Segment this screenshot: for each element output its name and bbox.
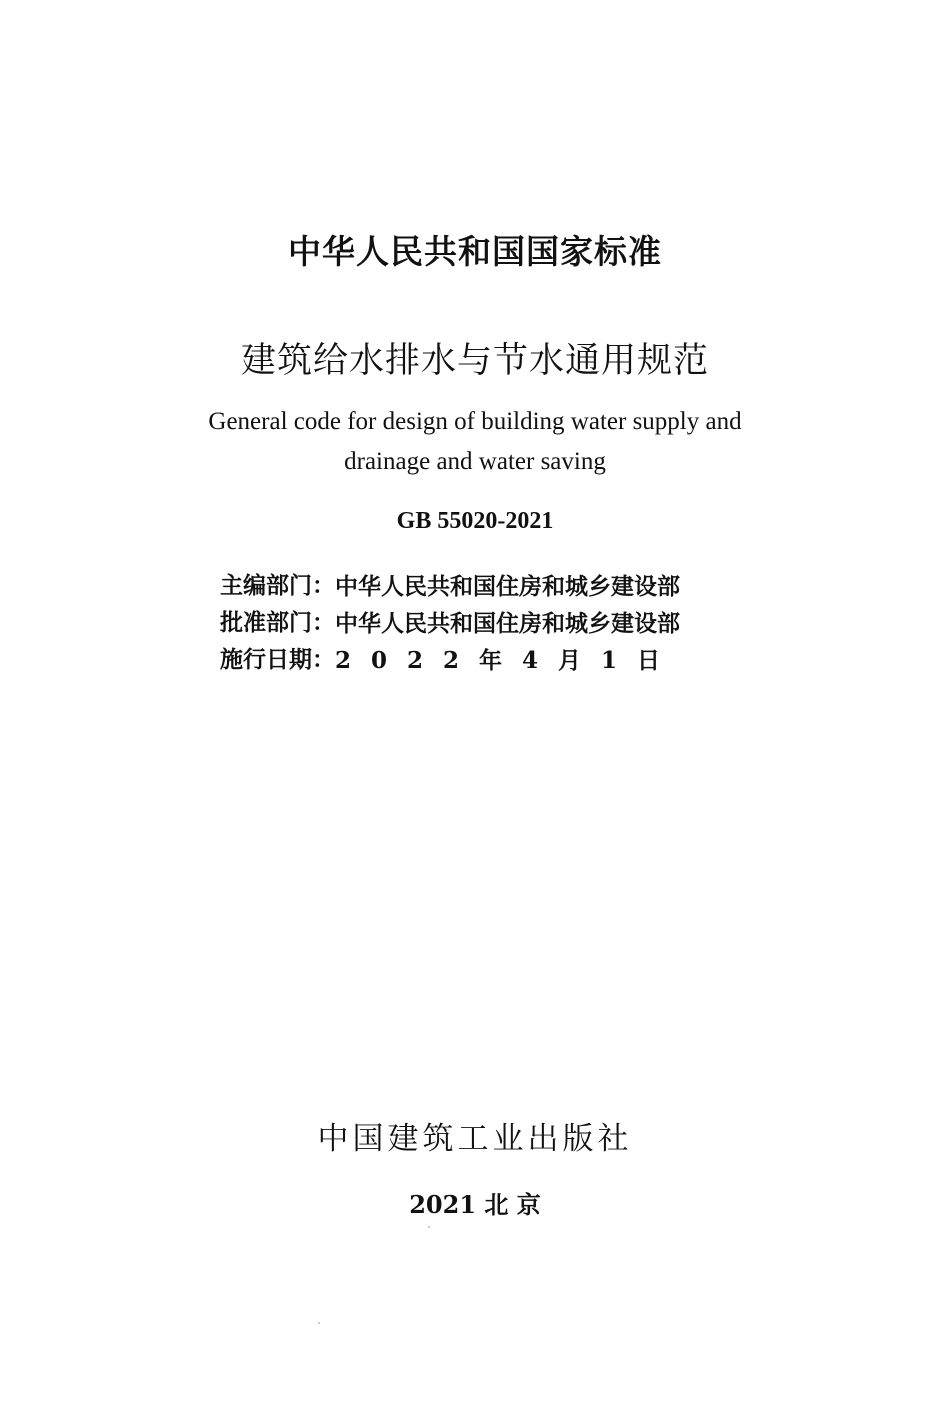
effective-date-value: 2022年4月1日	[335, 647, 681, 674]
document-title-en	[0, 402, 950, 482]
document-title-en-line1: General code for design of building water supply and	[208, 408, 742, 435]
publication-year-place: 2021 北 京	[409, 1190, 541, 1219]
metadata-block	[220, 568, 680, 679]
standard-code: GB 55020-2021	[396, 508, 554, 534]
effective-date-row	[220, 642, 680, 679]
document-title-cn: 建筑给水排水与节水通用规范	[240, 341, 709, 381]
national-standard-heading: 中华人民共和国国家标准	[288, 232, 662, 271]
approver-label: 批准部门：	[220, 610, 335, 636]
document-title-en-line2: drainage and water saving	[344, 448, 606, 475]
approver-row	[220, 605, 680, 642]
scan-speck	[428, 1226, 430, 1228]
publisher-name: 中国建筑工业出版社	[317, 1121, 633, 1157]
effective-date-label: 施行日期：	[220, 647, 335, 673]
approver-value: 中华人民共和国住房和城乡建设部	[335, 610, 680, 637]
editor-value: 中华人民共和国住房和城乡建设部	[335, 573, 680, 600]
editor-row	[220, 568, 680, 605]
editor-label: 主编部门：	[220, 573, 335, 599]
scan-speck	[318, 1322, 320, 1324]
